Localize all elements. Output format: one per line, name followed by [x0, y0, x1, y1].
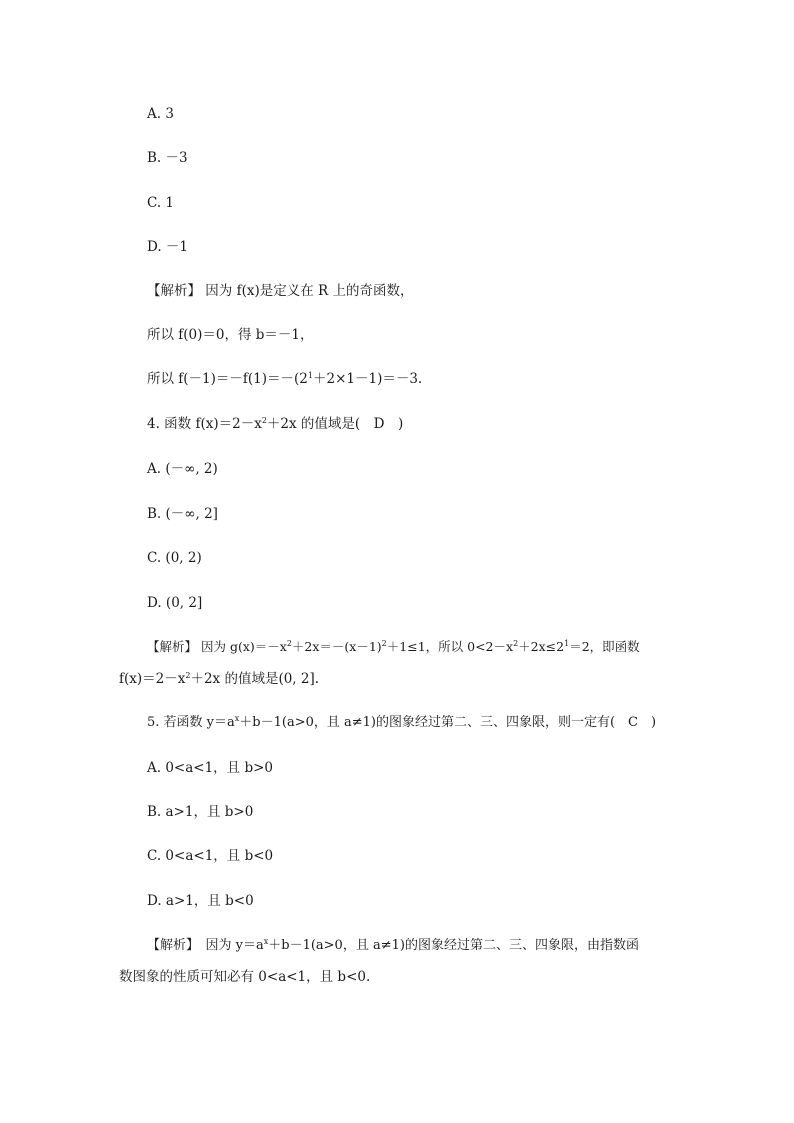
text-run: f(x)＝2－x [119, 671, 186, 687]
text-run: ＋b－1(a>0，且 a≠1)的图象经过第二、三、四象限，则一定有( C ) [239, 715, 657, 730]
q3-option-c: C. 1 [147, 195, 175, 211]
superscript: 2 [513, 639, 519, 648]
text-run: ＋2x 的值域是( D ) [266, 416, 404, 432]
text-run: 所以 f(－1)＝－f(1)＝－(2 [147, 371, 308, 387]
q5-option-a: A. 0<a<1，且 b>0 [147, 760, 274, 776]
q5-option-c: C. 0<a<1，且 b<0 [147, 848, 274, 864]
q3-analysis-line-3 [147, 370, 422, 388]
q4-option-b: B. (－∞, 2] [147, 506, 218, 522]
text-run: ＋2x 的值域是(0, 2]. [190, 671, 320, 687]
text-run: 5. 若函数 y＝a [147, 715, 235, 730]
q5-option-b: B. a>1，且 b>0 [147, 804, 254, 820]
q4-question [147, 415, 403, 433]
q4-option-d: D. (0, 2] [147, 595, 203, 611]
q3-option-d: D. －1 [147, 239, 189, 255]
superscript: x [234, 714, 240, 723]
text-run: ＋b－1(a>0，且 a≠1)的图象经过第二、三、四象限，由指数函 [268, 938, 639, 953]
q4-analysis-line-2 [119, 670, 319, 688]
q3-analysis-line-1: 【解析】 因为 f(x)是定义在 R 上的奇函数， [147, 283, 414, 299]
q3-analysis-line-2: 所以 f(0)＝0，得 b＝－1， [147, 327, 314, 343]
q5-analysis-line-2: 数图象的性质可知必有 0<a<1，且 b<0. [119, 969, 371, 985]
superscript: 1 [564, 639, 570, 648]
q5-option-d: D. a>1，且 b<0 [147, 893, 254, 909]
text-run: 【解析】 因为 y＝a [147, 938, 264, 953]
q3-option-a: A. 3 [147, 106, 174, 122]
superscript: 2 [381, 639, 387, 648]
text-run: ＋2×1－1)＝－3. [312, 371, 423, 387]
text-run: ＋1≤1，所以 0<2－x [386, 639, 514, 654]
q4-option-a: A. (－∞, 2) [147, 461, 218, 477]
text-run: ＋2x＝－(x－1) [291, 639, 382, 654]
q5-question [147, 714, 656, 732]
superscript: x [263, 937, 269, 946]
superscript: 2 [185, 671, 191, 680]
text-run: 4. 函数 f(x)＝2－x [147, 416, 262, 432]
text-run: ＝2，即函数 [569, 639, 640, 654]
q5-analysis-line-1 [147, 937, 639, 955]
q4-option-c: C. (0, 2) [147, 550, 202, 566]
superscript: 2 [286, 639, 292, 648]
q4-analysis-line-1 [147, 638, 640, 656]
text-run: ＋2x≤2 [518, 639, 565, 654]
text-run: 【解析】 因为 g(x)＝－x [147, 639, 287, 654]
superscript: 2 [261, 416, 267, 425]
q3-option-b: B. －3 [147, 150, 188, 166]
superscript: 1 [307, 371, 313, 380]
